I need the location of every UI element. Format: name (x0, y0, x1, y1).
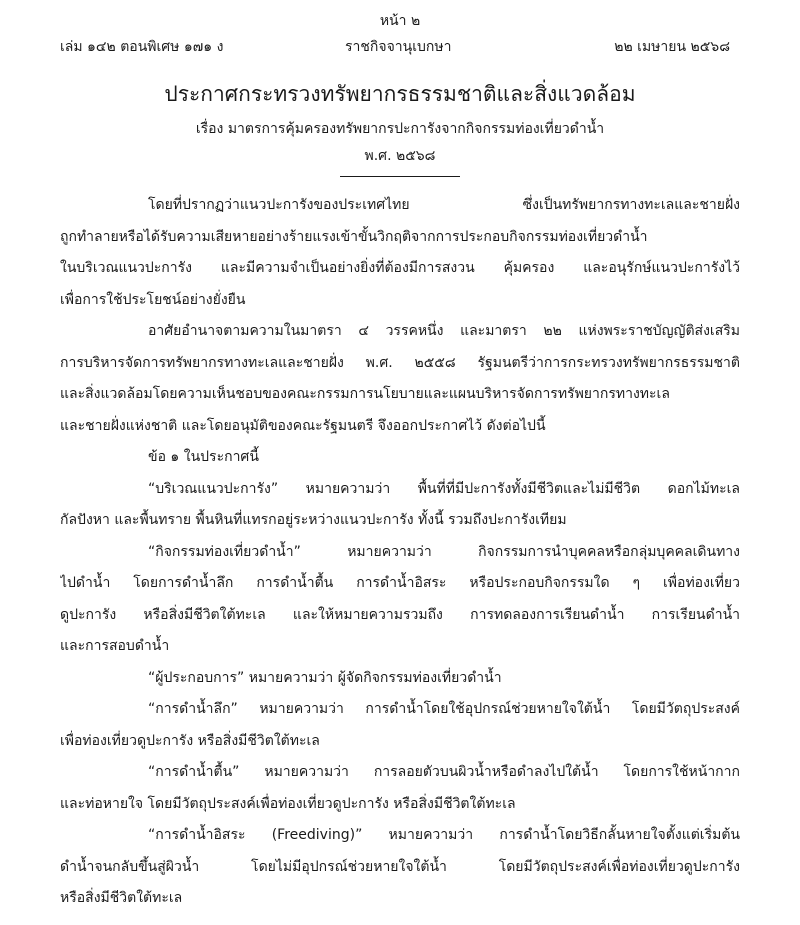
body-line: “การดำน้ำตื้น” หมายความว่า การลอยตัวบนผิวน้ำหรือดำลงไปใต้น้ำ โดยการใช้หน้ากาก (148, 764, 740, 780)
body-line: ถูกทำลายหรือได้รับความเสียหายอย่างร้ายแรงเข้าขั้นวิกฤติจากการประกอบกิจกรรมท่องเที่ยวดำน้ำ (60, 228, 648, 245)
body-line: เพื่อท่องเที่ยวดูปะการัง หรือสิ่งมีชีวิตใต้ทะเล (60, 732, 320, 749)
body-line: การบริหารจัดการทรัพยากรทางทะเลและชายฝั่ง พ.ศ. ๒๕๕๘ รัฐมนตรีว่าการกระทรวงทรัพยากรธรรมชาติ (60, 354, 740, 371)
page-number: หน้า ๒ (379, 13, 421, 29)
body-line: “ผู้ประกอบการ” หมายความว่า ผู้จัดกิจกรรมท่องเที่ยวดำน้ำ (148, 669, 502, 686)
volume-info: เล่ม ๑๔๒ ตอนพิเศษ ๑๗๑ ง (60, 39, 224, 55)
announcement-title: ประกาศกระทรวงทรัพยากรธรรมชาติและสิ่งแวดล้อม (164, 82, 636, 106)
gazette-name: ราชกิจจานุเบกษา (345, 39, 452, 55)
body-line: และการสอบดำน้ำ (60, 638, 170, 654)
body-line: และชายฝั่งแห่งชาติ และโดยอนุมัติของคณะรัฐมนตรี จึงออกประกาศไว้ ดังต่อไปนี้ (60, 417, 546, 434)
body-line: โดยที่ปรากฏว่าแนวปะการังของประเทศไทย ซึ่งเป็นทรัพยากรทางทะเลและชายฝั่ง (148, 197, 740, 213)
body-line: ในบริเวณแนวปะการัง และมีความจำเป็นอย่างยิ่งที่ต้องมีการสงวน คุ้มครอง และอนุรักษ์แนวปะการังไว้ (60, 260, 740, 276)
body-line: กัลปังหา และพื้นทราย พื้นหินที่แทรกอยู่ระหว่างแนวปะการัง ทั้งนี้ รวมถึงปะการังเทียม (60, 512, 567, 528)
body-line: “กิจกรรมท่องเที่ยวดำน้ำ” หมายความว่า กิจกรรมการนำบุคคลหรือกลุ่มบุคคลเดินทาง (148, 543, 740, 560)
body-line: และสิ่งแวดล้อมโดยความเห็นชอบของคณะกรรมการนโยบายและแผนบริหารจัดการทรัพยากรทางทะเล (60, 386, 670, 402)
body-line: “บริเวณแนวปะการัง” หมายความว่า พื้นที่ที่มีปะการังทั้งมีชีวิตและไม่มีชีวิต ดอกไม้ทะเล (148, 480, 740, 497)
body-line: และท่อหายใจ โดยมีวัตถุประสงค์เพื่อท่องเที่ยวดูปะการัง หรือสิ่งมีชีวิตใต้ทะเล (60, 795, 516, 812)
announcement-body (60, 190, 740, 915)
body-line: ไปดำน้ำ โดยการดำน้ำลึก การดำน้ำตื้น การดำน้ำอิสระ หรือประกอบกิจกรรมใด ๆ เพื่อท่องเที่ยว (60, 575, 740, 591)
body-line: “การดำน้ำอิสระ (Freediving)” หมายความว่า การดำน้ำโดยวิธีกลั้นหายใจตั้งแต่เริ่มต้น (148, 827, 740, 843)
body-line: เพื่อการใช้ประโยชน์อย่างยั่งยืน (60, 291, 246, 308)
body-line: ดูปะการัง หรือสิ่งมีชีวิตใต้ทะเล และให้หมายความรวมถึง การทดลองการเรียนดำน้ำ การเรียนดำน้ำ (60, 606, 740, 623)
body-line: ข้อ ๑ ในประกาศนี้ (148, 449, 259, 465)
announcement-year: พ.ศ. ๒๕๖๘ (364, 148, 436, 164)
body-line: “การดำน้ำลึก” หมายความว่า การดำน้ำโดยใช้อุปกรณ์ช่วยหายใจใต้น้ำ โดยมีวัตถุประสงค์ (148, 701, 740, 717)
body-line: ดำน้ำจนกลับขึ้นสู่ผิวน้ำ โดยไม่มีอุปกรณ์ช่วยหายใจใต้น้ำ โดยมีวัตถุประสงค์เพื่อท่องเที่ยวดูปะการัง (60, 858, 740, 875)
publication-date: ๒๒ เมษายน ๒๕๖๘ (614, 39, 730, 55)
body-line: อาศัยอำนาจตามความในมาตรา ๔ วรรคหนึ่ง และมาตรา ๒๒ แห่งพระราชบัญญัติส่งเสริม (148, 323, 740, 339)
title-divider (340, 176, 460, 177)
body-line: หรือสิ่งมีชีวิตใต้ทะเล (60, 890, 183, 906)
announcement-subject: เรื่อง มาตรการคุ้มครองทรัพยากรปะการังจากกิจกรรมท่องเที่ยวดำน้ำ (195, 121, 605, 137)
